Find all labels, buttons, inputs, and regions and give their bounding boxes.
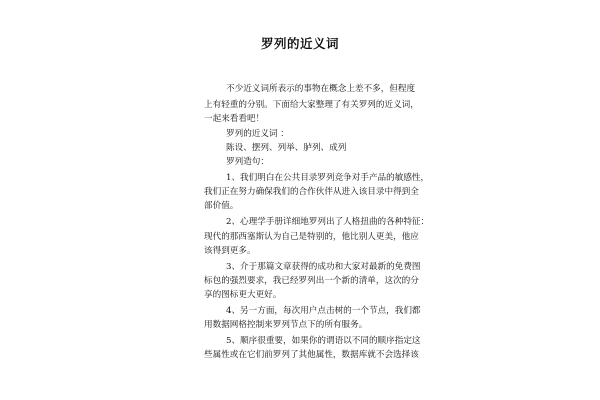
examples-heading: 罗列造句： <box>226 157 269 167</box>
example-line: 部价值。 <box>204 201 239 211</box>
example-line: 我们正在努力确保我们的合作伙伴从进入该目录中得到全 <box>204 187 419 197</box>
example-line: 用数据网格控制来罗列节点下的所有服务。 <box>204 320 368 330</box>
synonyms-list: 陈设、摆列、列举、胪列、成列 <box>226 143 347 153</box>
example-line: 1、我们明白在公共目录罗列竞争对手产品的敏感性， <box>226 173 430 183</box>
example-line: 该得到更多。 <box>204 246 256 256</box>
example-line: 标包的强烈要求，我已经罗列出一个新的清单，这次的分 <box>204 276 419 286</box>
example-line: 现代的那西塞斯认为自己是特别的，他比别人更美，他应 <box>204 232 419 242</box>
example-line: 3、介于那篇文章获得的成功和大家对最新的免费图 <box>226 262 421 272</box>
example-line: 5、顺序很重要，如果你的谓语以不同的顺序指定这 <box>226 336 421 346</box>
synonyms-heading: 罗列的近义词 ： <box>226 129 289 139</box>
example-line: 享的图标更大更好。 <box>204 290 282 300</box>
intro-line: 不少近义词所表示的事物在概念上差不多，但程度 <box>226 84 416 94</box>
intro-line: 一起来看看吧！ <box>204 114 265 124</box>
intro-line: 上有轻重的分别。下面给大家整理了有关罗列的近义词， <box>204 100 419 110</box>
document-title: 罗列的近义词 <box>260 36 339 51</box>
example-line: 2、心理学手册详细地罗列出了人格扭曲的各种特征： <box>226 217 430 227</box>
example-line: 些属性或在它们前罗列了其他属性，数据库就不会选择该 <box>204 350 419 360</box>
example-line: 4、另一方面，每次用户点击树的一个节点，我们都 <box>226 306 421 316</box>
